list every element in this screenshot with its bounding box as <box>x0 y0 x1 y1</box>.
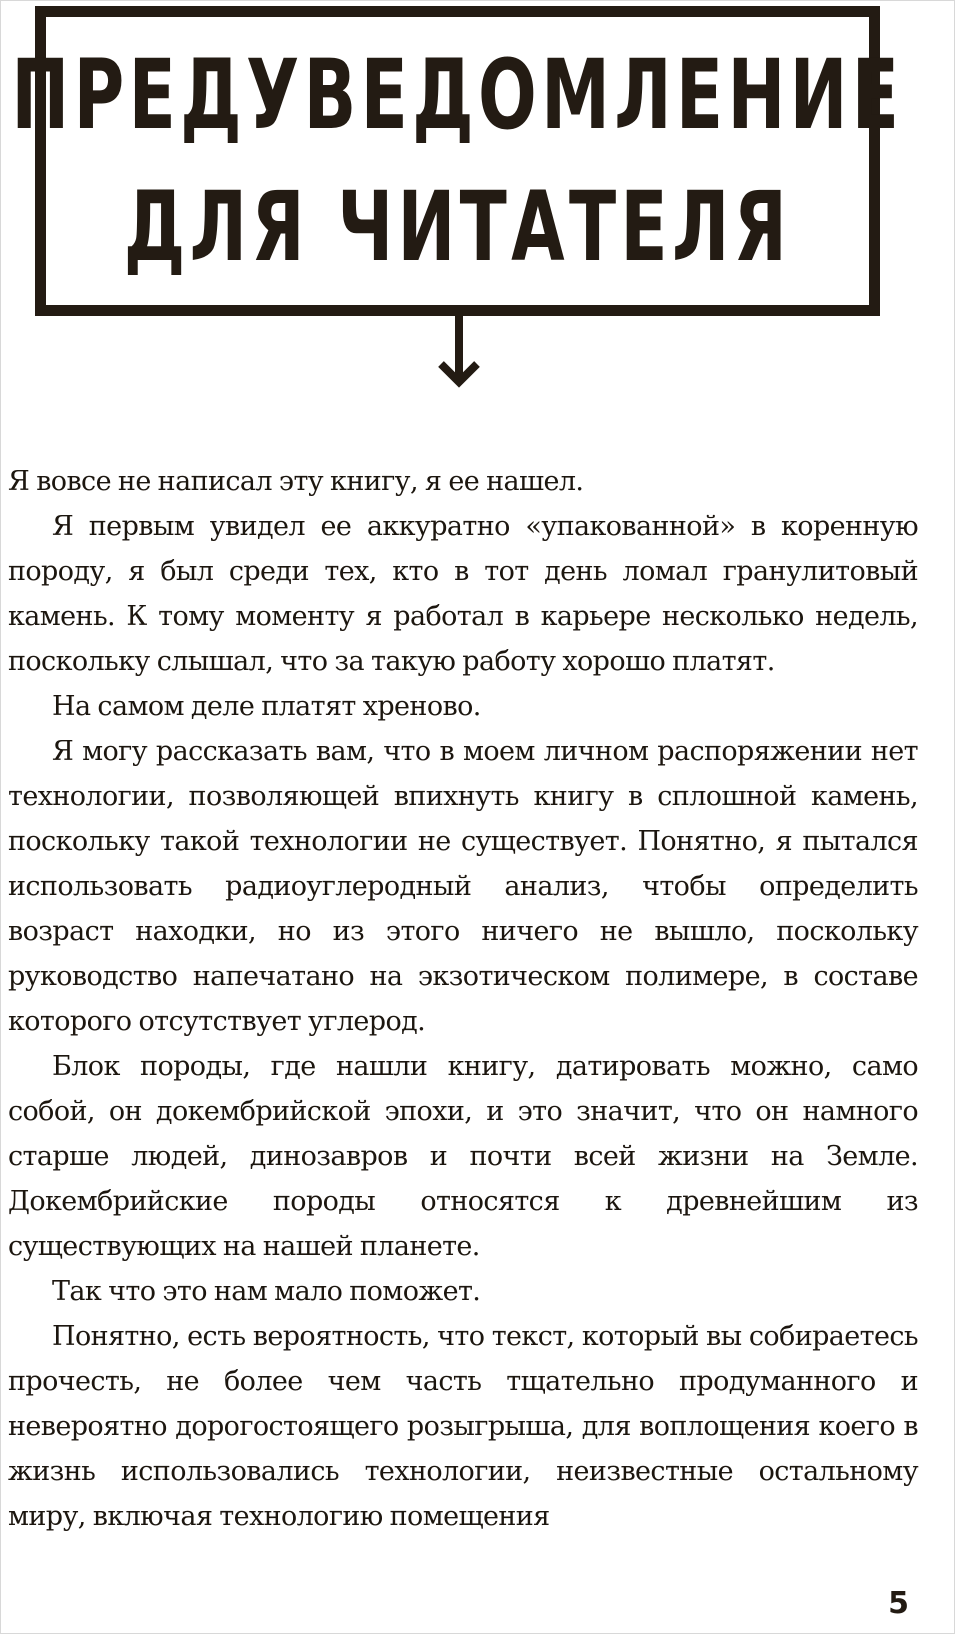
paragraph-7: Понятно, есть вероятность, что текст, который вы собираетесь прочесть, не более чем часть тщательно продуманного и невероятно дорогостоящего розыгрыша, для воплощения коего в жизнь использовались технологии, неизвестные остальному миру, включая технологию помещения <box>8 1321 918 1532</box>
paragraph-1: Я вовсе не написал эту книгу, я ее нашел. <box>8 466 584 497</box>
paragraph-5: Блок породы, где нашли книгу, датировать можно, само собой, он докембрийской эпохи, и это значит, что он намного старше людей, динозавров и почти всей жизни на Земле. Докембрийские породы относятся к древнейшим из существующих на нашей планете. <box>8 1051 918 1262</box>
chapter-title-line-1: ПРЕДУВЕДОМЛЕНИЕ <box>11 39 904 151</box>
paragraph-6: Так что это нам мало поможет. <box>52 1276 481 1307</box>
chapter-title-line-2: ДЛЯ ЧИТАТЕЛЯ <box>123 171 792 283</box>
page-number: 5 <box>888 1586 909 1621</box>
paragraph-3: На самом деле платят хреново. <box>52 691 481 722</box>
body-text <box>8 459 918 1539</box>
paragraph-4: Я могу рассказать вам, что в моем личном распоряжении нет технологии, позволяющей впихнуть книгу в сплошной камень, поскольку такой технологии не существует. Понятно, я пытался использовать радиоуглеродный анализ, чтобы определить возраст находки, но из этого ничего не вышло, поскольку руководство напечатано на экзотическом полимере, в составе которого отсутствует углерод. <box>8 736 918 1037</box>
paragraph-2: Я первым увидел ее аккуратно «упакованной» в коренную породу, я был среди тех, кто в тот день ломал гранулитовый камень. К тому моменту я работал в карьере несколько недель, поскольку слышал, что за такую работу хорошо платят. <box>8 511 918 677</box>
arrow-down-icon <box>435 316 483 406</box>
chapter-title-box <box>11 6 904 316</box>
